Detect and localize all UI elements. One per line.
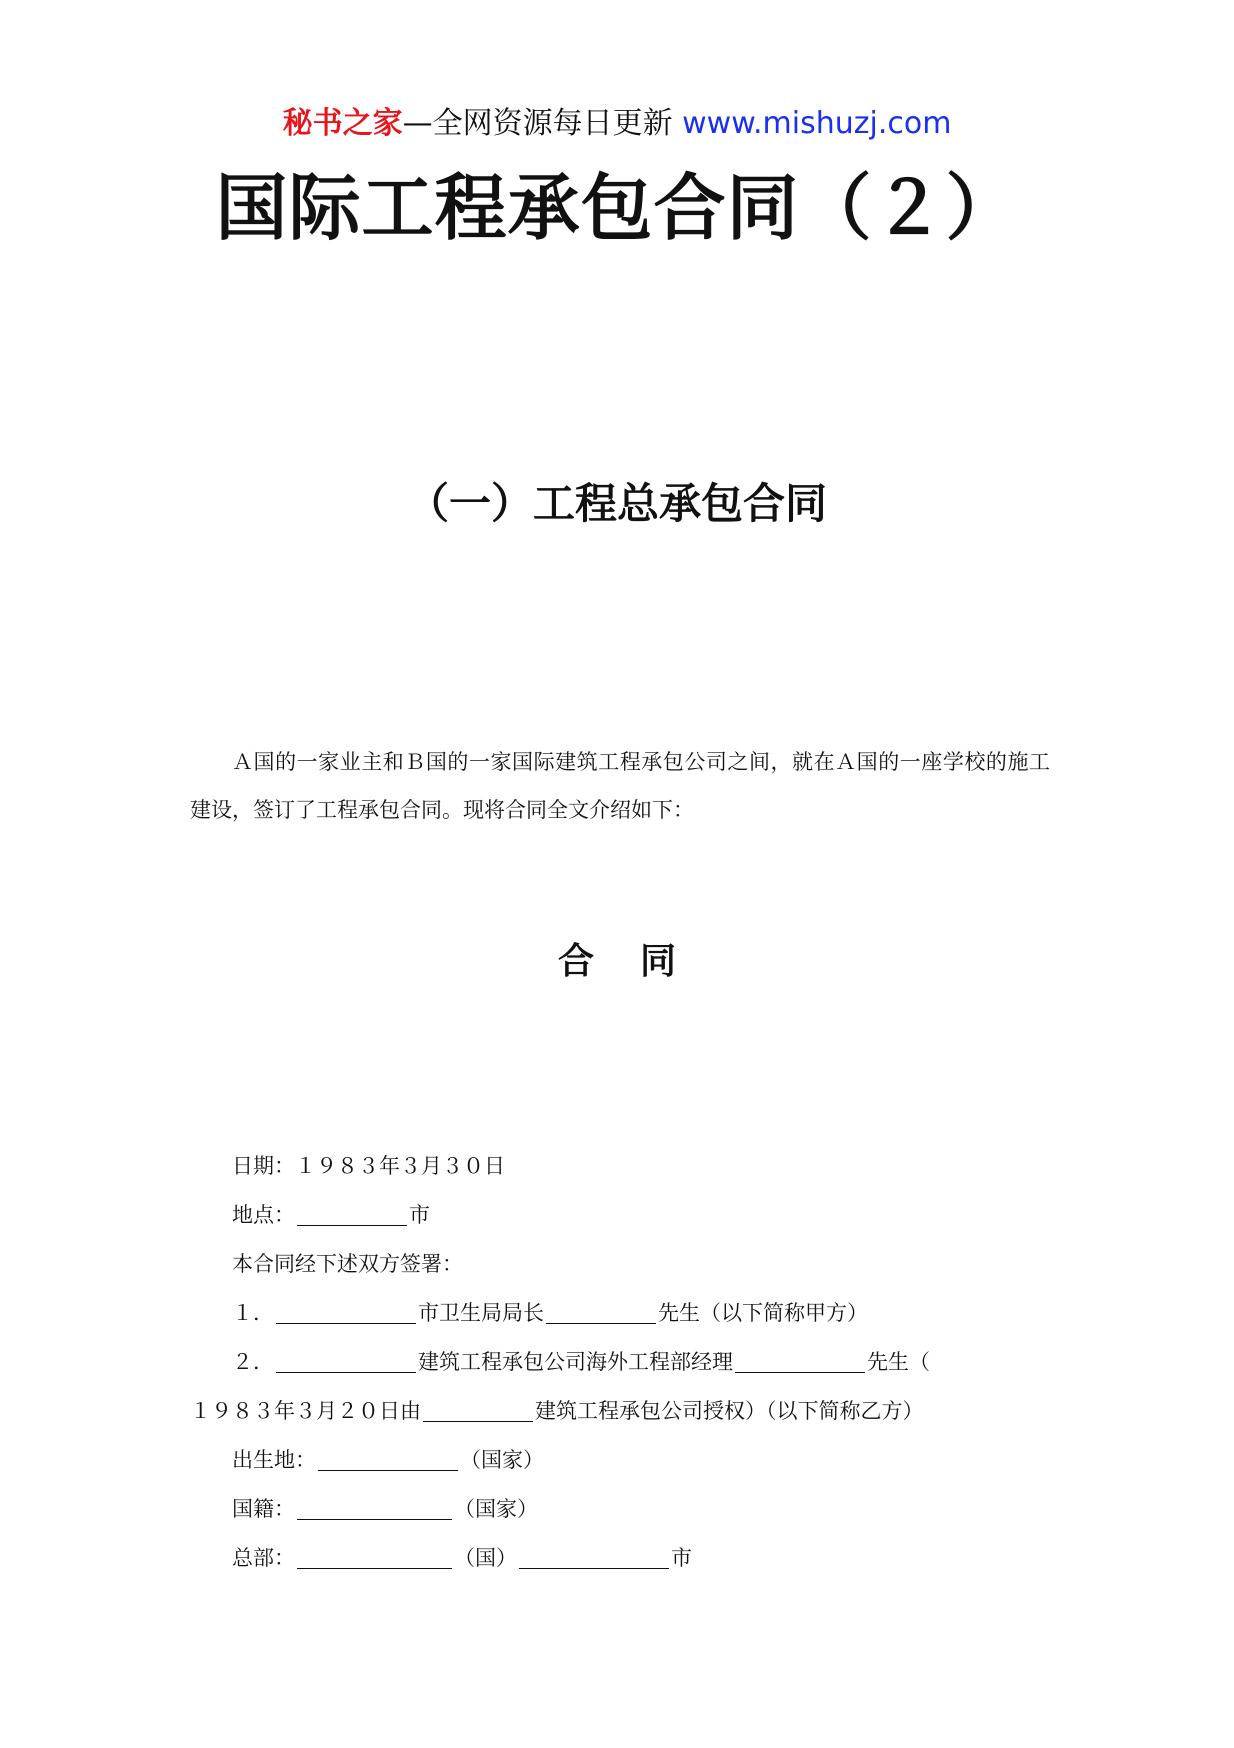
birthplace-label: 出生地： [232,1448,316,1472]
document-title: 国际工程承包合同（２） [215,166,1019,250]
party1-blank-2 [546,1297,656,1324]
nationality-label: 国籍： [232,1497,295,1521]
birthplace-blank [318,1444,458,1471]
party2-number: ２． [232,1350,274,1374]
site-brand: 秘书之家 [282,106,403,141]
place-blank [297,1199,407,1226]
nationality-suffix: （国家） [454,1497,538,1521]
party1-line [190,1289,1050,1338]
hq-mid: （国） [454,1546,517,1570]
party2-role: 建筑工程承包公司海外工程部经理 [418,1350,733,1374]
contract-heading-char-1: 合 [557,940,594,982]
party2-line [190,1338,1050,1387]
party2-cont-start: １９８３年３月２０日由 [190,1399,421,1423]
site-tagline: —全网资源每日更新 [402,106,683,141]
place-suffix: 市 [409,1203,430,1227]
party2-end: 先生（ [867,1350,930,1374]
signed-line [190,1240,1050,1289]
site-header [0,102,1234,146]
birthplace-suffix: （国家） [460,1448,544,1472]
birthplace-line [190,1436,1050,1485]
nationality-line [190,1485,1050,1534]
party2-blank-1 [276,1346,416,1373]
headquarters-line [190,1534,1050,1583]
party1-end: 先生（以下简称甲方） [658,1301,868,1325]
hq-suffix: 市 [671,1546,692,1570]
site-url-link[interactable]: www.mishuzj.com [682,106,952,141]
place-label: 地点： [232,1203,295,1227]
party1-blank-1 [276,1297,416,1324]
hq-label: 总部： [232,1546,295,1570]
party1-role: 市卫生局局长 [418,1301,544,1325]
party1-number: １． [232,1301,274,1325]
place-line [190,1191,1050,1240]
party2-cont-end: 建筑工程承包公司授权）（以下简称乙方） [535,1399,924,1423]
signed-text: 本合同经下述双方签署： [232,1252,463,1276]
contract-heading [0,936,1234,986]
intro-text: Ａ国的一家业主和Ｂ国的一家国际建筑工程承包公司之间，就在Ａ国的一座学校的施工建设，签订了工程承包合同。现将合同全文介绍如下： [190,750,1050,822]
hq-blank-1 [297,1542,452,1569]
date-line [190,1142,1050,1191]
party2-blank-2 [735,1346,865,1373]
date-text: 日期：１９８３年３月３０日 [232,1154,505,1178]
nationality-blank [297,1493,452,1520]
section-title: （一）工程总承包合同 [406,479,827,528]
party2-blank-3 [423,1395,533,1422]
intro-paragraph [190,738,1050,834]
party2-continued-line [190,1387,1050,1436]
contract-heading-char-2: 同 [640,940,677,982]
contract-lines [190,1142,1050,1583]
hq-blank-2 [519,1542,669,1569]
